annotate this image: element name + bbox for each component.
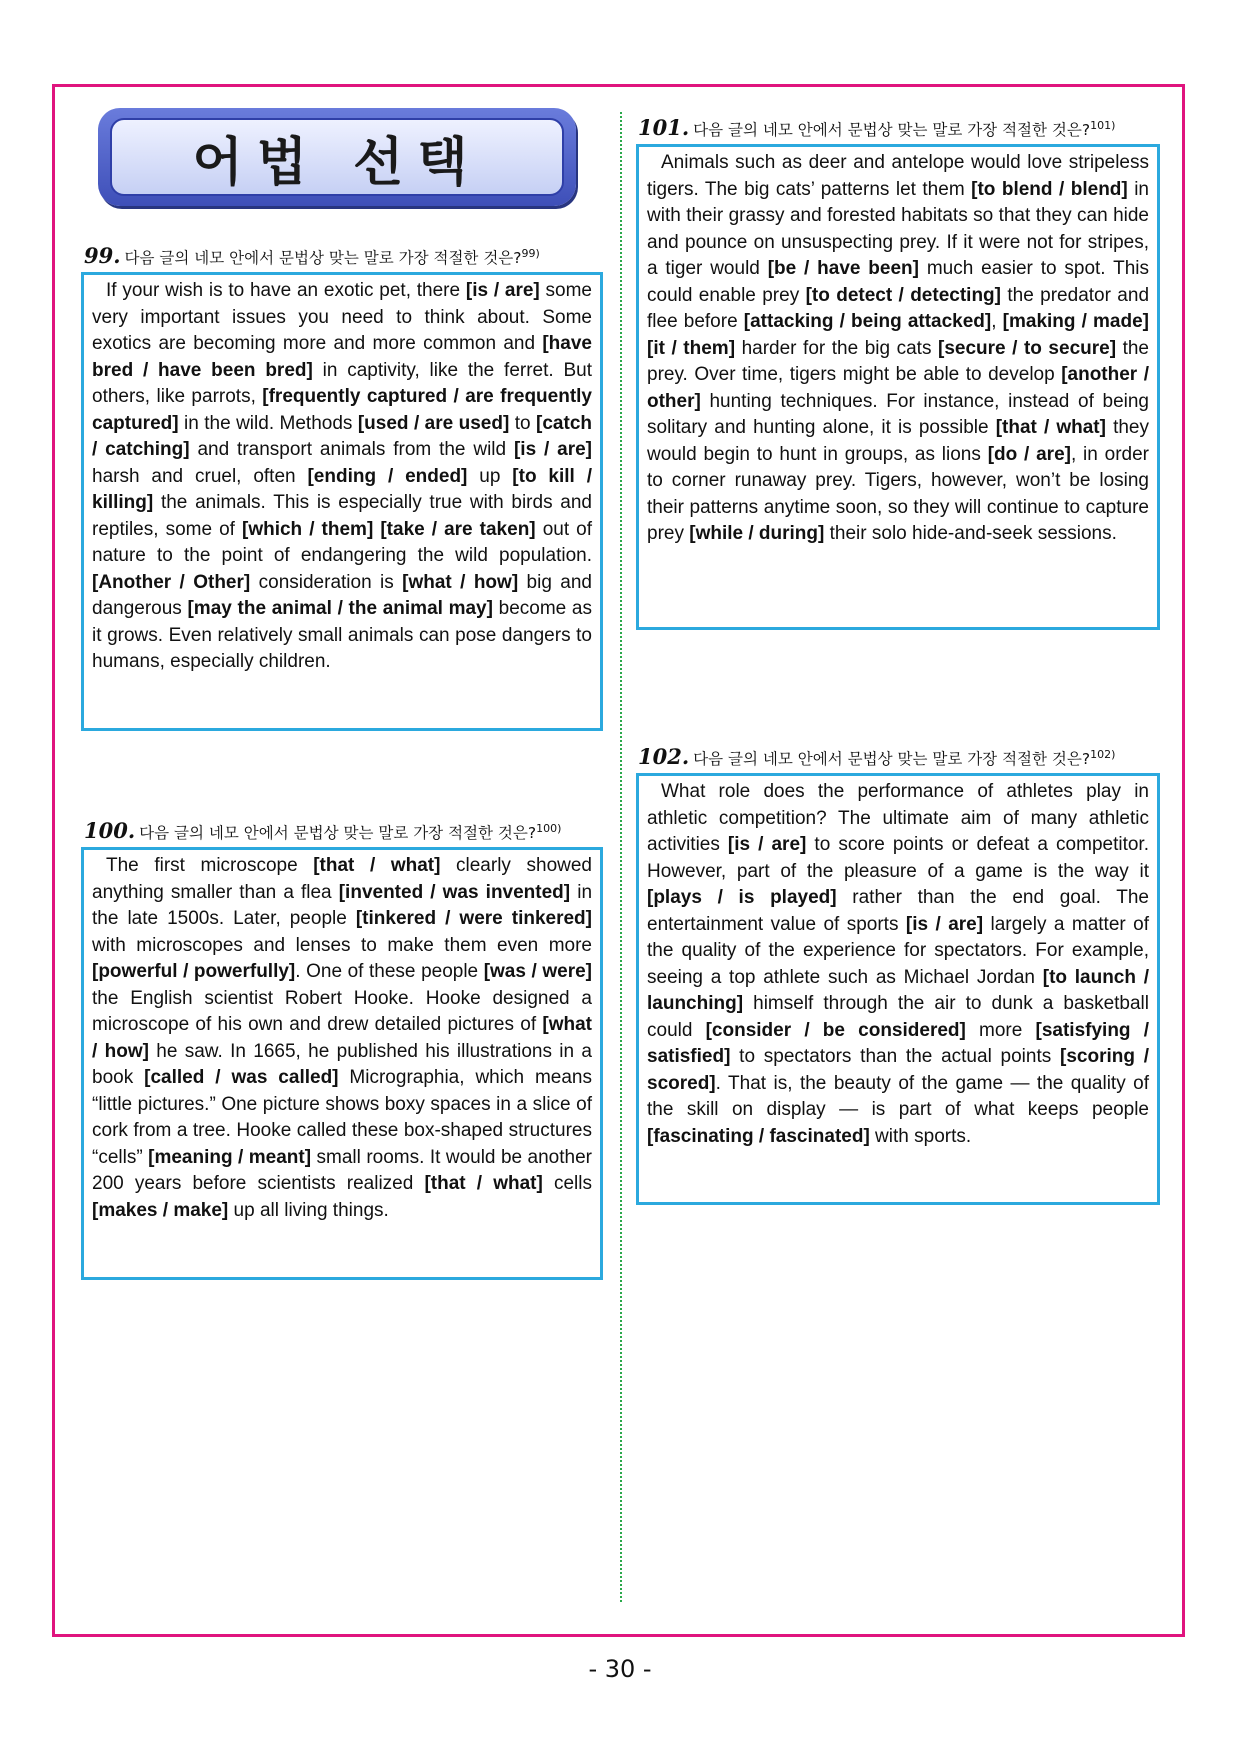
grammar-choice: [to detect / detecting] [805, 284, 1001, 306]
grammar-choice: [powerful / powerfully] [92, 961, 296, 982]
page-number: - 30 - [588, 1655, 652, 1683]
grammar-choice: [frequently captured / are frequently captured] [92, 386, 592, 434]
footnote-ref: 100) [536, 821, 562, 835]
passage-text: What role does the performance of athletes play in athletic competition? The ultimate aim of many athletic activities [is / are] to score points or defeat a competitor. However, part of the pleasure of a game is the way it [plays / is played] rather than the end goal. The entertainment value of sports [is / are] largely a matter of the quality of the experience for spectators. For example, seeing a top athlete such as Michael Jordan [to launch / launching] himself through the air to dunk a basketball could [consider / be considered] more [satisfying / satisfied] to spectators than the actual points [scoring / scored]. That is, the beauty of the game — the quality of the skill on display — is part of what keeps people [fascinating / fascinated] with sports. [647, 781, 1150, 1147]
grammar-choice: [that / what] [995, 417, 1106, 438]
question-header-101 [638, 115, 1115, 140]
grammar-choice: [attacking / being attacked] [743, 311, 992, 332]
grammar-choice: [what / how] [402, 571, 519, 593]
passage-box-101 [636, 144, 1160, 630]
grammar-choice: [may the animal / the animal may] [187, 598, 493, 619]
grammar-choice: [that / what] [424, 1173, 543, 1194]
grammar-choice: [Another / Other] [92, 571, 251, 593]
grammar-choice: [it / them] [647, 337, 736, 359]
grammar-choice: [tinkered / were tinkered] [355, 908, 592, 929]
grammar-choice: [while / during] [689, 523, 825, 544]
grammar-choice: [used / are used] [357, 412, 510, 434]
grammar-choice: [catch / catching] [92, 412, 592, 460]
grammar-choice: [take / are taken] [380, 518, 536, 540]
footnote-ref: 101) [1090, 118, 1116, 132]
grammar-choice: [was / were] [483, 961, 592, 982]
grammar-choice: [makes / make] [92, 1199, 229, 1221]
grammar-choice: [plays / is played] [647, 887, 837, 908]
grammar-choice: [secure / to secure] [938, 337, 1117, 359]
grammar-choice: [making / made] [1002, 311, 1149, 332]
question-number: 99. [84, 243, 121, 268]
grammar-choice: [fascinating / fascinated] [647, 1125, 870, 1147]
passage-text: Animals such as deer and antelope would love stripeless tigers. The big cats’ patterns let them [to blend / blend] in with their grassy and forested habitats so that they can hide and pounce on unsuspecting prey. If it were not for stripes, a tiger would [be / have been] much easier to spot. This could enable prey [to detect / detecting] the predator and flee before [attacking / being attacked], [making / made] [it / them] harder for the big cats [secure / to secure] the prey. Over time, tigers might be able to develop [another / other] hunting techniques. For instance, instead of being solitary and hunting alone, it is possible [that / what] they would begin to hunt in groups, as lions [do / are], in order to corner runaway prey. Tigers, however, won’t be losing their patterns anytime soon, so they will continue to capture prey [while / during] their solo hide-and-seek sessions. [647, 152, 1150, 544]
grammar-choice: [meaning / meant] [148, 1146, 312, 1168]
passage-box-99 [81, 272, 603, 731]
question-prompt: 다음 글의 네모 안에서 문법상 맞는 말로 가장 적절한 것은? [693, 750, 1091, 768]
question-number: 101. [638, 115, 690, 140]
grammar-choice: [to launch / launching] [647, 966, 1150, 1014]
passage-text: The first microscope [that / what] clearly showed anything smaller than a flea [invented / was invented] in the late 1500s. Later, people [tinkered / were tinkered] with microscopes and lenses to make them even more [powerful / powerfully]. One of these people [was / were] the English scientist Robert Hooke. Hooke designed a microscope of his own and drew detailed pictures of [what / how] he saw. In 1665, he published his illustrations in a book [called / was called] Micrographia, which means “little pictures.” One picture shows boxy spaces in a slice of cork from a tree. Hooke called these box-shaped structures “cells” [meaning / meant] small rooms. It would be another 200 years before scientists realized [that / what] cells [makes / make] up all living things. [92, 855, 593, 1221]
grammar-choice: [to blend / blend] [971, 178, 1128, 200]
section-title: 어법 선택 [192, 132, 482, 193]
footnote-ref: 99) [521, 246, 540, 260]
question-number: 102. [638, 744, 690, 769]
passage-text: If your wish is to have an exotic pet, there [is / are] some very important issues you need to think about. Some exotics are becoming more and more common and [have bred / have been bred] in captivity, like the ferret. But others, like parrots, [frequently captured / are frequently captured] in the wild. Methods [used / are used] to [catch / catching] and transport animals from the wild [is / are] harsh and cruel, often [ending / ended] up [to kill / killing] the animals. This is especially true with birds and reptiles, some of [which / them] [take / are taken] out of nature to the point of endangering the wild population. [Another / Other] consideration is [what / how] big and dangerous [may the animal / the animal may] become as it grows. Even relatively small animals can pose dangers to humans, especially children. [92, 280, 593, 672]
grammar-choice: [have bred / have been bred] [92, 333, 592, 381]
question-prompt: 다음 글의 네모 안에서 문법상 맞는 말로 가장 적절한 것은? [693, 121, 1091, 139]
grammar-choice: [called / was called] [144, 1067, 339, 1088]
grammar-choice: [is / are] [465, 280, 540, 301]
question-prompt: 다음 글의 네모 안에서 문법상 맞는 말로 가장 적절한 것은? [124, 249, 522, 267]
grammar-choice: [is / are] [905, 913, 984, 935]
question-prompt: 다음 글의 네모 안에서 문법상 맞는 말로 가장 적절한 것은? [139, 824, 537, 842]
grammar-choice: [is / are] [513, 439, 593, 460]
grammar-choice: [satisfying / satisfied] [647, 1019, 1150, 1067]
section-title-inner [110, 118, 564, 196]
grammar-choice: [do / are] [987, 443, 1071, 465]
grammar-choice: [invented / was invented] [338, 881, 571, 903]
question-header-100 [84, 818, 561, 843]
grammar-choice: [another / other] [647, 364, 1149, 412]
grammar-choice: [that / what] [313, 855, 441, 876]
grammar-choice: [ending / ended] [307, 465, 468, 487]
question-header-102 [638, 744, 1115, 769]
grammar-choice: [be / have been] [767, 258, 919, 279]
column-divider [620, 112, 622, 1602]
grammar-choice: [to kill / killing] [92, 465, 592, 513]
passage-box-100 [81, 847, 603, 1280]
grammar-choice: [scoring / scored] [647, 1046, 1150, 1094]
question-header-99 [84, 243, 540, 268]
grammar-choice: [is / are] [727, 834, 807, 855]
question-number: 100. [84, 818, 136, 843]
grammar-choice: [what / how] [92, 1014, 592, 1062]
section-title-banner [98, 108, 576, 206]
footnote-ref: 102) [1090, 747, 1116, 761]
passage-box-102 [636, 773, 1160, 1205]
grammar-choice: [which / them] [242, 518, 374, 540]
grammar-choice: [consider / be considered] [705, 1019, 966, 1041]
